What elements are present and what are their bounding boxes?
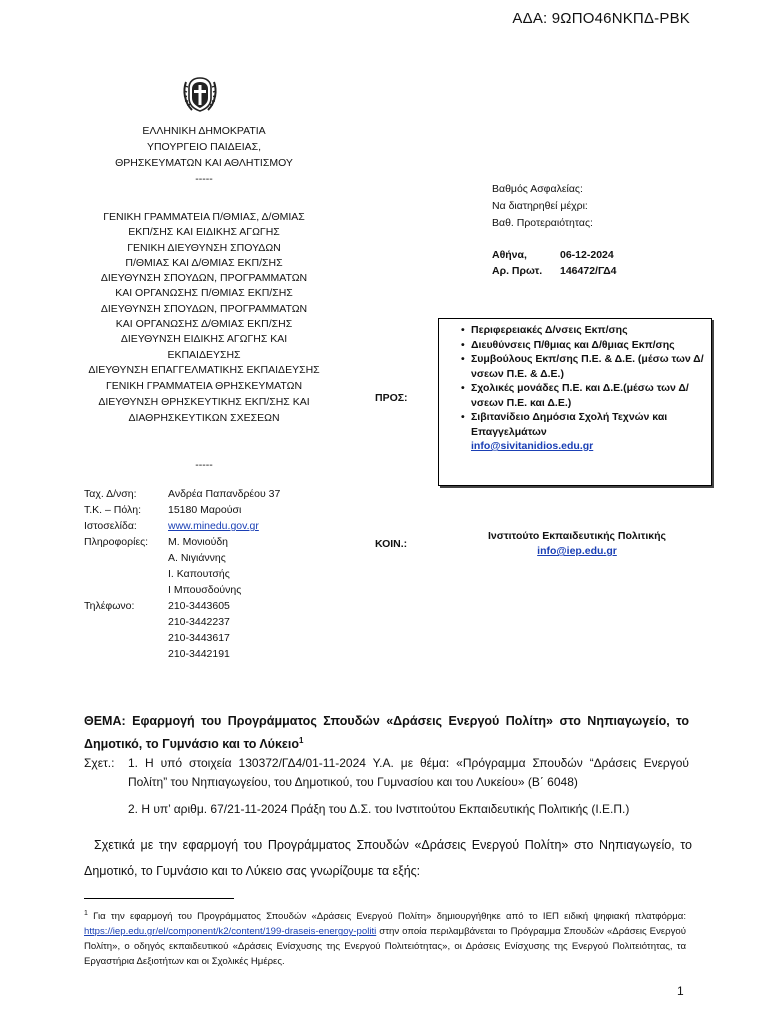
subject-heading	[84, 711, 689, 754]
ada-code: ΑΔΑ: 9ΩΠΟ46ΝΚΠΔ-ΡΒΚ	[512, 10, 690, 27]
info-person: Ι Μπουσδούνης	[168, 584, 242, 596]
ministry-line: ΘΡΗΣΚΕΥΜΑΤΩΝ ΚΑΙ ΑΘΛΗΤΙΣΜΟΥ	[115, 157, 293, 169]
recipient-email-link[interactable]: info@sivitanidios.edu.gr	[471, 440, 594, 452]
footnote	[84, 906, 686, 969]
secretariat-line: ΓΕΝΙΚΗ ΓΡΑΜΜΑΤΕΙΑ Π/ΘΜΙΑΣ, Δ/ΘΜΙΑΣ	[103, 211, 305, 223]
subject-text: ΘΕΜΑ: Εφαρμογή του Προγράμματος Σπουδών «Δράσεις Ενεργού Πολίτη» στο Νηπιαγωγείο, το Δημοτικό, το Γυμνάσιο και το Λύκειο	[84, 714, 689, 752]
website-link[interactable]: www.minedu.gov.gr	[168, 520, 259, 532]
info-person: Α. Νιγιάννης	[168, 552, 226, 564]
protocol-label: Αρ. Πρωτ.	[492, 265, 543, 277]
address-label: Ταχ. Δ/νση:	[84, 488, 137, 500]
footnote-link[interactable]: https://iep.edu.gr/el/component/k2/content/199-draseis-energoy-politi	[84, 926, 377, 938]
references-label: Σχετ.:	[84, 756, 115, 770]
body-paragraph: Σχετικά με την εφαρμογή του Προγράμματος Σπουδών «Δράσεις Ενεργού Πολίτη» στο Νηπιαγωγείο, το Δημοτικό, το Γυμνάσιο και το Λύκειο σας γνωρίζουμε τα εξής:	[84, 838, 692, 878]
info-label: Πληροφορίες:	[84, 536, 149, 548]
postal-label: Τ.Κ. – Πόλη:	[84, 504, 142, 516]
security-line: Βαθ. Προτεραιότητας:	[492, 217, 593, 229]
footnote-ref: 1	[298, 736, 304, 745]
secretariat-line: ΔΙΕΥΘΥΝΣΗ ΣΠΟΥΔΩΝ, ΠΡΟΓΡΑΜΜΑΤΩΝ	[100, 272, 308, 285]
koin-label: ΚΟΙΝ.:	[375, 538, 408, 550]
ministry-separator: -----	[195, 173, 213, 185]
footnote-text-b: στην οποία περιλαμβάνεται το Πρόγραμμα Σπουδών «Δράσεις Ενεργού Πολίτη», ο οδηγός εκπαιδευτικού «Δράσεις Ενίσχυσης της Ενεργού Πολιτειότητας», οι Δράσεις Ενίσχυσης της Ενεργού Πολιτειότητας, τα Εργαστήρια Δεξιοτήτων και οι Σχολικές Ημέρες.	[84, 926, 686, 968]
recipient-item	[471, 410, 711, 454]
recipient-item: • Συμβούλους Εκπ/σης Π.Ε. & Δ.Ε. (μέσω των Δ/νσεων Π.Ε. & Δ.Ε.)	[471, 352, 711, 381]
religious-secretariat	[84, 378, 324, 426]
recipient-item: • Περιφερειακές Δ/νσεις Εκπ/σης	[471, 323, 711, 338]
secretariat-line: ΔΙΑΘΡΗΣΚΕΥΤΙΚΩΝ ΣΧΕΣΕΩΝ	[128, 412, 280, 424]
greek-emblem-icon	[180, 72, 220, 116]
security-block	[492, 181, 593, 232]
header-separator: -----	[195, 459, 213, 471]
secretariat-line: ΔΙΕΥΘΥΝΣΗ ΕΠΑΓΓΕΛΜΑΤΙΚΗΣ ΕΚΠΑΙΔΕΥΣΗΣ	[88, 363, 320, 376]
recipient-item-label: Σιβιτανίδειο Δημόσια Σχολή Τεχνών και Επαγγελμάτων	[471, 411, 668, 438]
phone-number: 210-3442237	[168, 616, 230, 628]
secretariat-line: ΚΑΙ ΟΡΓΑΝΩΣΗΣ Δ/ΘΜΙΑΣ ΕΚΠ/ΣΗΣ	[115, 318, 293, 331]
secretariat-line: ΔΙΕΥΘΥΝΣΗ ΕΙΔΙΚΗΣ ΑΓΩΓΗΣ ΚΑΙ ΕΚΠΑΙΔΕΥΣΗΣ	[120, 333, 288, 361]
date-protocol-block	[492, 247, 617, 279]
info-person: Μ. Μονιούδη	[168, 536, 229, 548]
security-line: Να διατηρηθεί μέχρι:	[492, 200, 588, 212]
koin-block	[448, 529, 706, 559]
recipients-box	[438, 318, 712, 486]
ministry-line: ΥΠΟΥΡΓΕΙΟ ΠΑΙΔΕΙΑΣ,	[146, 141, 262, 153]
koin-email-link[interactable]: info@iep.edu.gr	[537, 545, 617, 557]
date-value: 06-12-2024	[560, 249, 614, 261]
postal-value: 15180 Μαρούσι	[168, 504, 242, 516]
references-block	[84, 754, 689, 819]
phone-number: 210-3443605	[168, 600, 230, 612]
info-person: Ι. Καπουτσής	[168, 568, 230, 580]
date-label: Αθήνα,	[492, 249, 527, 261]
koin-name: Ινστιτούτο Εκπαιδευτικής Πολιτικής	[488, 530, 666, 542]
phone-number: 210-3442191	[168, 648, 230, 660]
website-label: Ιστοσελίδα:	[84, 520, 137, 532]
ministry-header	[84, 123, 324, 187]
secretariat-line: ΓΕΝΙΚΗ ΔΙΕΥΘΥΝΣΗ ΣΠΟΥΔΩΝ	[127, 241, 281, 254]
contact-block	[84, 486, 384, 666]
secretariat-line: ΔΙΕΥΘΥΝΣΗ ΣΠΟΥΔΩΝ, ΠΡΟΓΡΑΜΜΑΤΩΝ	[100, 302, 308, 315]
recipient-item: • Σχολικές μονάδες Π.Ε. και Δ.Ε.(μέσω των Δ/νσεων Π.Ε. και Δ.Ε.)	[471, 381, 711, 410]
secretariat-line: ΚΑΙ ΟΡΓΑΝΩΣΗΣ Π/ΘΜΙΑΣ ΕΚΠ/ΣΗΣ	[115, 287, 293, 300]
phone-label: Τηλέφωνο:	[84, 600, 135, 612]
security-line: Βαθμός Ασφαλείας:	[492, 183, 583, 195]
ministry-line: ΕΛΛΗΝΙΚΗ ΔΗΜΟΚΡΑΤΙΑ	[142, 125, 266, 137]
recipients-label: ΠΡΟΣ:	[375, 392, 408, 404]
secretariat-line: ΓΕΝΙΚΗ ΓΡΑΜΜΑΤΕΙΑ ΘΡΗΣΚΕΥΜΑΤΩΝ	[105, 380, 303, 392]
address-value: Ανδρέα Παπανδρέου 37	[168, 488, 281, 500]
secretariat-line: ΔΙΕΥΘΥΝΣΗ ΘΡΗΣΚΕΥΤΙΚΗΣ ΕΚΠ/ΣΗΣ ΚΑΙ	[98, 396, 310, 408]
footnote-divider	[84, 898, 234, 899]
reference-item: 1. Η υπό στοιχεία 130372/ΓΔ4/01-11-2024 Υ.Α. με θέμα: «Πρόγραμμα Σπουδών “Δράσεις Ενεργού Πολίτη” του Νηπιαγωγείου, του Δημοτικού, του Γυμνασίου και του Λυκείου» (Β΄ 6048)	[128, 756, 689, 789]
general-secretariat	[84, 210, 324, 378]
footnote-mark: 1	[84, 910, 88, 917]
protocol-value: 146472/ΓΔ4	[560, 265, 617, 277]
secretariat-line: ΕΚΠ/ΣΗΣ ΚΑΙ ΕΙΔΙΚΗΣ ΑΓΩΓΗΣ	[128, 226, 280, 239]
page-number: 1	[677, 984, 684, 998]
phone-number: 210-3443617	[168, 632, 230, 644]
reference-item: 2. Η υπ’ αριθμ. 67/21-11-2024 Πράξη του Δ.Σ. του Ινστιτούτου Εκπαιδευτικής Πολιτικής (Ι.Ε.Π.)	[128, 802, 630, 816]
recipient-item: • Διευθύνσεις Π/θμιας και Δ/θμιας Εκπ/σης	[471, 338, 711, 353]
footnote-text-a: Για την εφαρμογή του Προγράμματος Σπουδών «Δράσεις Ενεργού Πολίτη» δημιουργήθηκε από το ΙΕΠ ειδική ψηφιακή πλατφόρμα:	[87, 911, 686, 923]
secretariat-line: Π/ΘΜΙΑΣ ΚΑΙ Δ/ΘΜΙΑΣ ΕΚΠ/ΣΗΣ	[125, 256, 283, 269]
